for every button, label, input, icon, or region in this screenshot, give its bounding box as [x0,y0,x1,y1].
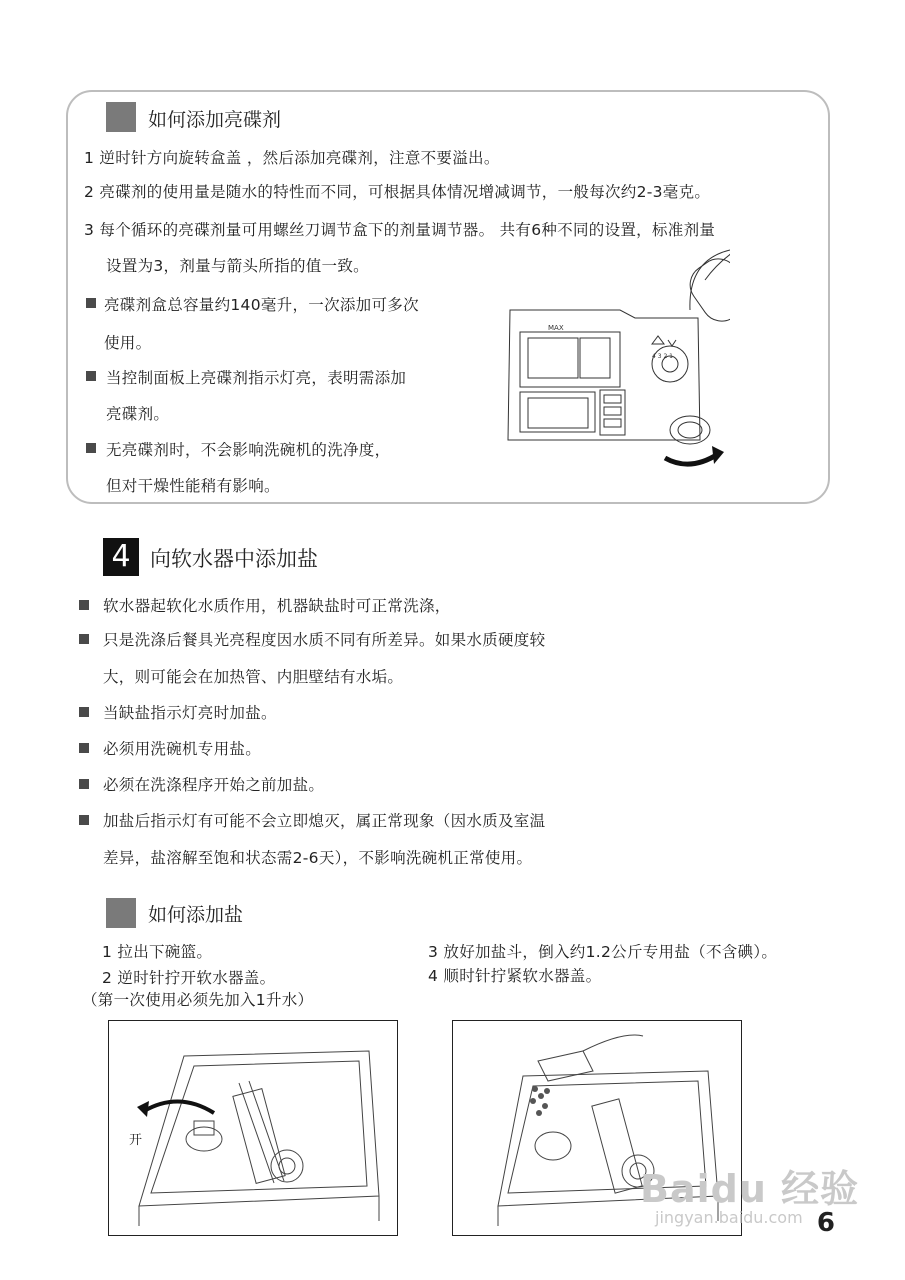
salt-step-2-note: （第一次使用必须先加入1升水） [82,991,314,1009]
rinse-note-3-cont: 但对干燥性能稍有影响。 [106,477,280,495]
salt-step-2: 2 逆时针拧开软水器盖。 [102,969,276,987]
salt-bullet-2: 只是洗涤后餐具光亮程度因水质不同有所差异。如果水质硬度较 [103,631,546,649]
rinse-step-1: 1 逆时针方向旋转盒盖 ，然后添加亮碟剂，注意不要溢出。 [84,149,500,167]
rinse-aid-heading: 如何添加亮碟剂 [148,109,282,131]
rinse-step-3-cont: 设置为3，剂量与箭头所指的值一致。 [106,257,369,275]
bullet [86,443,96,453]
bullet [79,707,89,717]
rinse-note-2: 当控制面板上亮碟剂指示灯亮，表明需添加 [106,369,407,387]
dial-marks: 4 3 2 1 [652,353,673,360]
salt-step-3: 3 放好加盐斗，倒入约1.2公斤专用盐（不含碘）。 [428,943,778,961]
salt-heading: 向软水器中添加盐 [150,547,318,571]
how-salt-heading: 如何添加盐 [148,904,244,926]
bullet [86,371,96,381]
salt-bullet-5: 必须在洗涤程序开始之前加盐。 [103,776,325,794]
baidu-watermark: Baidu 经验 [640,1167,860,1211]
section-number-badge: 4 [103,538,139,576]
open-softener-figure [108,1020,398,1236]
bullet [79,634,89,644]
salt-bullet-2-cont: 大，则可能会在加热管、内胆壁结有水垢。 [103,668,404,686]
rinse-step-2: 2 亮碟剂的使用量是随水的特性而不同，可根据具体情况增减调节，一般每次约2-3毫克。 [84,183,711,201]
salt-bullet-6: 加盐后指示灯有可能不会立即熄灭，属正常现象（因水质及室温 [103,812,546,830]
bullet [79,779,89,789]
salt-bullet-4: 必须用洗碗机专用盐。 [103,740,262,758]
bullet [86,298,96,308]
rinse-note-2-cont: 亮碟剂。 [106,405,170,423]
rinse-note-1-cont: 使用。 [104,334,152,352]
bullet [79,743,89,753]
rinse-step-3: 3 每个循环的亮碟剂量可用螺丝刀调节盒下的剂量调节器。 共有6种不同的设置，标准剂量 [84,221,716,239]
rinse-aid-dispenser-illustration [500,240,730,480]
max-mark: MAX [548,324,564,332]
page-number: 6 [816,1208,835,1238]
salt-step-1: 1 拉出下碗篮。 [102,943,213,961]
rinse-note-1: 亮碟剂盒总容量约140毫升，一次添加可多次 [104,296,419,314]
watermark-url: jingyan.baidu.com [655,1208,803,1227]
dishwasher-tub-illustration [109,1021,396,1234]
section-marker [106,898,136,928]
bullet [79,600,89,610]
section-marker [106,102,136,132]
salt-bullet-1: 软水器起软化水质作用，机器缺盐时可正常洗涤， [103,597,451,615]
open-label: 开 [129,1133,143,1148]
rinse-note-3: 无亮碟剂时，不会影响洗碗机的洗净度， [106,441,391,459]
salt-step-4: 4 顺时针拧紧软水器盖。 [428,967,602,985]
salt-bullet-3: 当缺盐指示灯亮时加盐。 [103,704,277,722]
bullet [79,815,89,825]
salt-bullet-6-cont: 差异，盐溶解至饱和状态需2-6天），不影响洗碗机正常使用。 [103,849,533,867]
